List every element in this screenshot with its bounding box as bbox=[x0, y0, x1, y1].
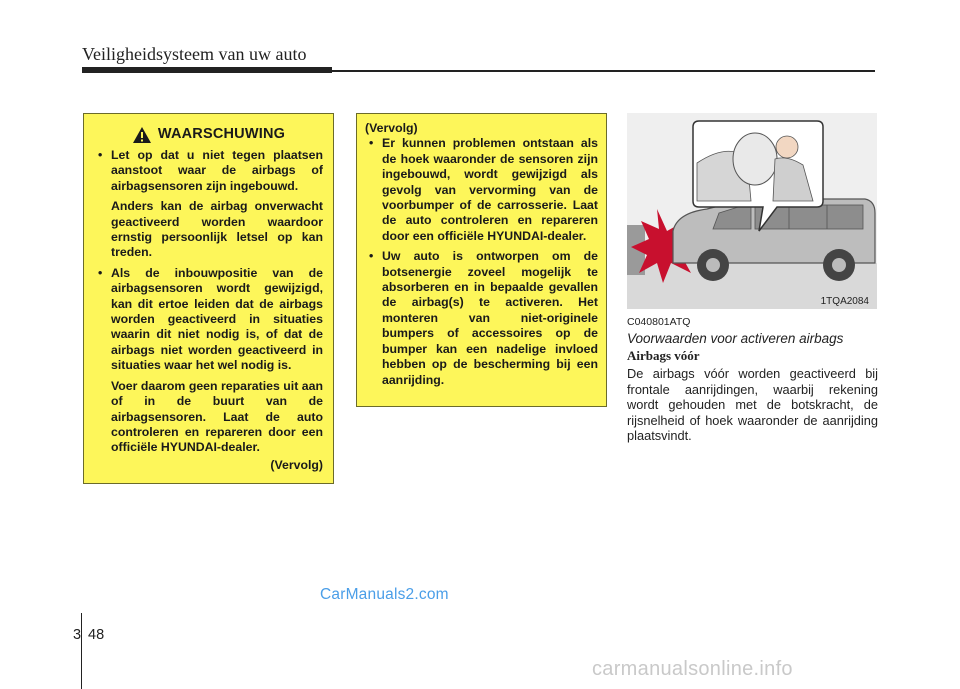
section-heading: Voorwaarden voor activeren airbags bbox=[627, 331, 844, 346]
warning-box bbox=[83, 113, 334, 484]
warning-list bbox=[94, 148, 323, 456]
section-subheading: Airbags vóór bbox=[627, 348, 700, 363]
section-number: 3 bbox=[73, 627, 82, 643]
warning-item-followup: Voer daarom geen reparaties uit aan of in de buurt van de airbagsensoren. Laat de auto controleren en repareren door een officiële HYUNDAI-dealer. bbox=[111, 378, 323, 455]
airbag-illustration bbox=[627, 113, 877, 309]
continued-warning-box bbox=[356, 113, 607, 407]
page-title: Veiligheidsysteem van uw auto bbox=[82, 44, 307, 64]
occupant-icon bbox=[776, 136, 798, 158]
header-rule bbox=[82, 70, 875, 72]
continued-list bbox=[365, 136, 598, 388]
footer-divider bbox=[81, 613, 82, 689]
continued-label: (Vervolg) bbox=[270, 457, 323, 472]
carmanuals-watermark[interactable]: CarManuals2.com bbox=[320, 586, 449, 603]
continued-item: • Uw auto is ontworpen om de botsenergie zoveel mogelijk te absorberen en in bepaalde gevallen de airbag(s) te activeren. Het monteren van niet-originele bumpers of accessoires op de bumper kan een nadelige invloed hebben op de bescherming bij een aanrijding. bbox=[365, 249, 598, 388]
warning-heading bbox=[94, 126, 323, 144]
section-code: C040801ATQ bbox=[627, 316, 691, 328]
warning-item: • Als de inbouwpositie van de airbagsensoren wordt gewijzigd, kan dit ertoe leiden dat de airbags worden geactiveerd in situaties waarin dit niet nodig is, of dat de airbags niet worden geactiveerd in situaties waar het wel nodig is. bbox=[94, 266, 323, 374]
warning-heading-text: WAARSCHUWING bbox=[157, 126, 286, 143]
page-number: 48 bbox=[88, 627, 105, 643]
warning-triangle-icon bbox=[132, 126, 152, 144]
warning-item: • Let op dat u niet tegen plaatsen aanstoot waar de airbags of airbagsensoren zijn ingebouwd. bbox=[94, 148, 323, 194]
continued-heading: (Vervolg) bbox=[365, 121, 418, 135]
collision-illustration-graphic bbox=[627, 113, 877, 309]
section-body: De airbags vóór worden geactiveerd bij frontale aanrijdingen, waarbij rekening wordt gehouden met de botskracht, de rijsnelheid of hoek waaronder de aanrijding plaatsvindt. bbox=[627, 366, 878, 443]
airbag-icon bbox=[733, 133, 777, 185]
warning-item-followup: Anders kan de airbag onverwacht geactiveerd worden waardoor ernstig persoonlijk letsel op kan treden. bbox=[111, 199, 323, 260]
continued-item: • Er kunnen problemen ontstaan als de hoek waaronder de sensoren zijn ingebouwd, wordt gewijzigd als gevolg van vervorming van de voorbumper of de carrosserie. Laat de auto controleren en repareren door een officiële HYUNDAI-dealer. bbox=[365, 136, 598, 244]
illustration-code: 1TQA2084 bbox=[820, 296, 869, 307]
site-watermark[interactable]: carmanualsonline.info bbox=[592, 658, 793, 680]
